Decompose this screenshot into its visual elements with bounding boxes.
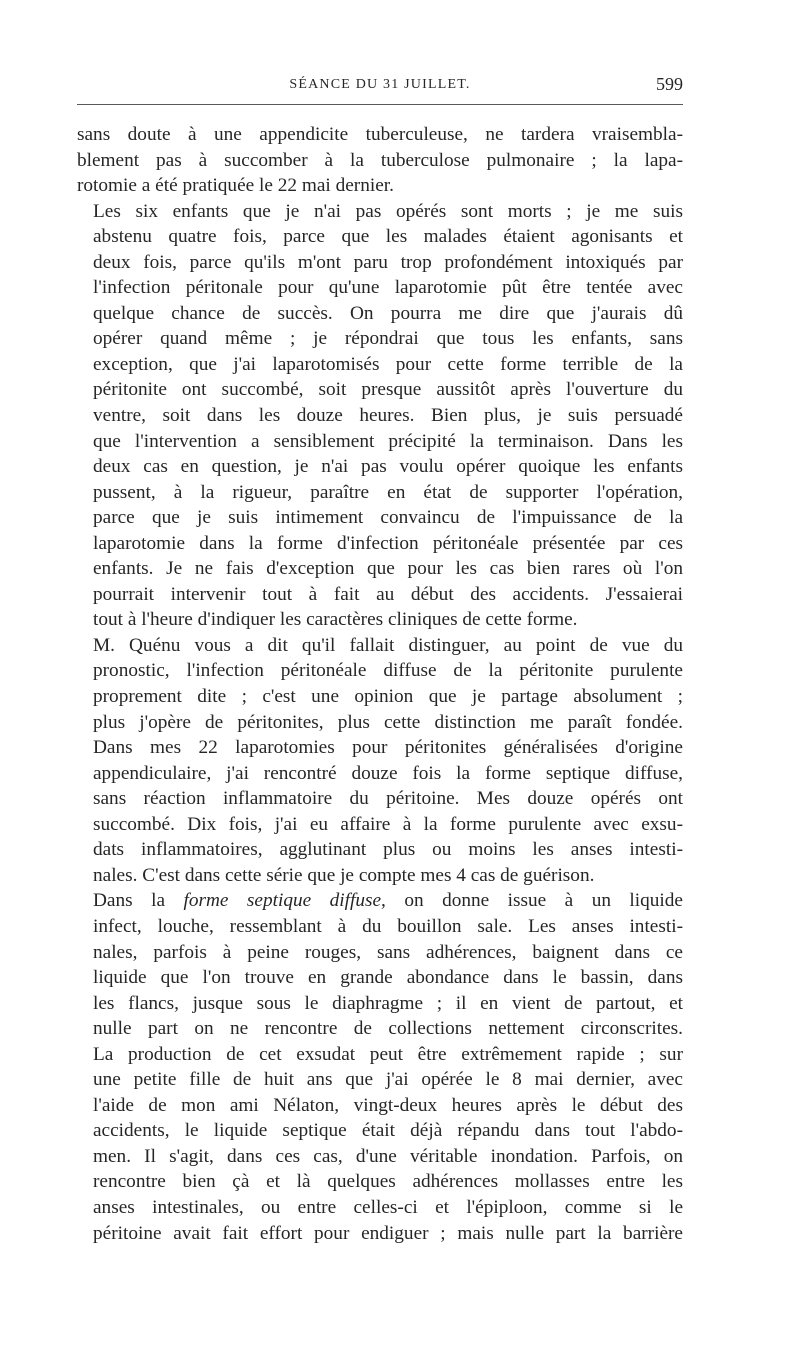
text-line: dats inflammatoires, agglutinant plus ou moins les anses intesti- <box>93 839 683 861</box>
text-line: sans doute à une appendicite tuberculeuse, ne tardera vraisembla- <box>77 124 683 145</box>
text-line: opérer quand même ; je répondrai que tous les enfants, sans <box>93 328 683 350</box>
text-line: accidents, le liquide septique était déjà répandu dans tout l'abdo- <box>93 1120 683 1142</box>
text-line: nulle part on ne rencontre de collections nettement circonscrites. <box>93 1018 683 1040</box>
page-number: 599 <box>656 74 683 94</box>
text-line: infect, louche, ressemblant à du bouillon sale. Les anses intesti- <box>93 915 683 937</box>
text-line: M. Quénu vous a dit qu'il fallait distinguer, au point de vue du <box>93 634 683 656</box>
text-line: l'aide de mon ami Nélaton, vingt-deux heures après le début des <box>93 1094 683 1116</box>
paragraph <box>77 633 683 888</box>
body-text <box>77 122 683 1246</box>
text-line: parce que je suis intimement convaincu de l'impuissance de la <box>93 507 683 529</box>
text-line: men. Il s'agit, dans ces cas, d'une véritable inondation. Parfois, on <box>93 1145 683 1167</box>
text-line: rencontre bien çà et là quelques adhérences mollasses entre les <box>93 1171 683 1193</box>
text-line: Dans mes 22 laparotomies pour péritonites généralisées d'origine <box>93 737 683 759</box>
header-rule <box>77 104 683 105</box>
paragraph <box>77 888 683 1246</box>
text-line: l'infection péritonale pour qu'une laparotomie pût être tentée avec <box>93 277 683 299</box>
text-line: succombé. Dix fois, j'ai eu affaire à la forme purulente avec exsu- <box>93 813 683 835</box>
text-line: pronostic, l'infection péritonéale diffuse de la péritonite purulente <box>93 660 683 682</box>
text-line: péritonite ont succombé, soit presque aussitôt après l'ouverture du <box>93 379 683 401</box>
text-line: quelque chance de succès. On pourra me dire que j'aurais dû <box>93 302 683 324</box>
text-line: enfants. Je ne fais d'exception que pour les cas bien rares où l'on <box>93 558 683 580</box>
text-line: nales, parfois à peine rouges, sans adhérences, baignent dans ce <box>93 941 683 963</box>
text-line: pussent, à la rigueur, paraître en état de supporter l'opération, <box>93 481 683 503</box>
text-line: deux fois, parce qu'ils m'ont paru trop profondément intoxiqués par <box>93 251 683 273</box>
running-header <box>77 74 683 98</box>
text-line: La production de cet exsudat peut être extrêmement rapide ; sur <box>93 1043 683 1065</box>
paragraph <box>77 122 683 199</box>
text-line: laparotomie dans la forme d'infection péritonéale présentée par ces <box>93 532 683 554</box>
text-line: abstenu quatre fois, parce que les malades étaient agonisants et <box>93 226 683 248</box>
text-line <box>77 888 683 914</box>
text-line: deux cas en question, je n'ai pas voulu opérer quoique les enfants <box>93 456 683 478</box>
running-title: SÉANCE DU 31 JUILLET. <box>289 77 471 92</box>
text-line: sans réaction inflammatoire du péritoine. Mes douze opérés ont <box>93 788 683 810</box>
text-line: tout à l'heure d'indiquer les caractères cliniques de cette forme. <box>93 609 578 631</box>
text-line: pourrait intervenir tout à fait au début des accidents. J'essaierai <box>93 583 683 605</box>
text-run: , on donne issue à un liquide <box>381 890 683 912</box>
text-run: Dans la <box>93 890 184 912</box>
text-line: blement pas à succomber à la tuberculose pulmonaire ; la lapa- <box>77 149 683 171</box>
text-line: ventre, soit dans les douze heures. Bien plus, je suis persuadé <box>93 405 683 427</box>
text-line: Les six enfants que je n'ai pas opérés sont morts ; je me suis <box>93 200 683 222</box>
text-line: les flancs, jusque sous le diaphragme ; il en vient de partout, et <box>93 992 683 1014</box>
text-line: nales. C'est dans cette série que je compte mes 4 cas de guérison. <box>93 864 595 886</box>
italic-term: forme septique diffuse <box>183 890 382 912</box>
text-line: anses intestinales, ou entre celles-ci et l'épiploon, comme si le <box>93 1196 683 1218</box>
text-line: appendiculaire, j'ai rencontré douze fois la forme septique diffuse, <box>93 762 683 784</box>
text-line: proprement dite ; c'est une opinion que je partage absolument ; <box>93 686 683 708</box>
text-line: péritoine avait fait effort pour endiguer ; mais nulle part la barrière <box>93 1222 683 1244</box>
text-line: liquide que l'on trouve en grande abondance dans le bassin, dans <box>93 967 683 989</box>
text-line: exception, que j'ai laparotomisés pour cette forme terrible de la <box>93 353 683 375</box>
text-line: une petite fille de huit ans que j'ai opérée le 8 mai dernier, avec <box>93 1069 683 1091</box>
paragraph <box>77 199 683 633</box>
text-line: rotomie a été pratiquée le 22 mai dernier. <box>77 175 394 197</box>
text-line: que l'intervention a sensiblement précipité la terminaison. Dans les <box>93 430 683 452</box>
text-line: plus j'opère de péritonites, plus cette distinction me paraît fondée. <box>93 711 683 733</box>
